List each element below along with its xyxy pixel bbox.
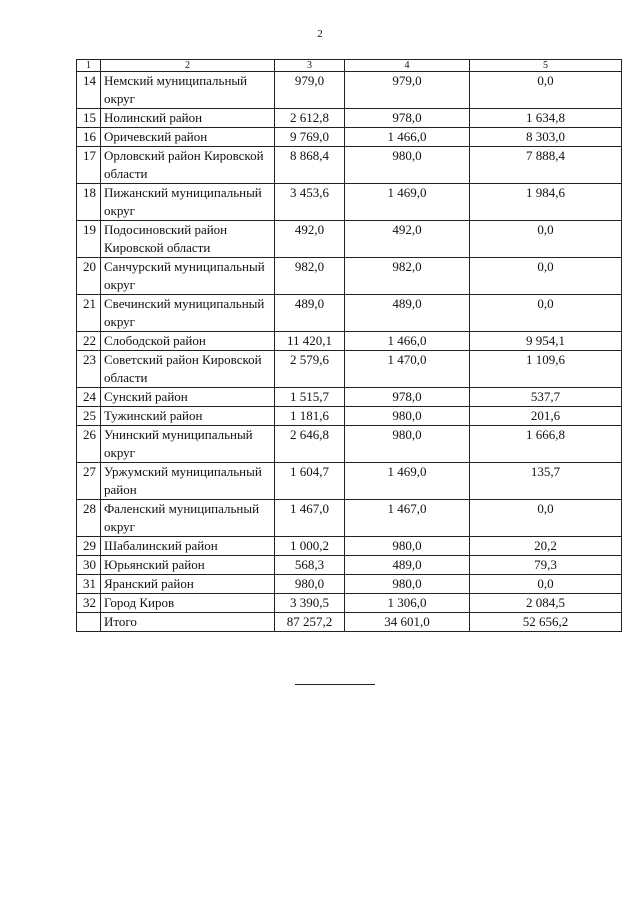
header-cell: 2: [101, 60, 275, 72]
row-number: 20: [77, 258, 101, 295]
header-cell: 3: [275, 60, 345, 72]
value-col4: 982,0: [345, 258, 470, 295]
header-cell: 4: [345, 60, 470, 72]
district-name: Фаленский муниципальный округ: [101, 500, 275, 537]
value-col4: 980,0: [345, 575, 470, 594]
value-col3: 492,0: [275, 221, 345, 258]
value-col4: 489,0: [345, 295, 470, 332]
value-col4: 980,0: [345, 407, 470, 426]
value-col3: 9 769,0: [275, 128, 345, 147]
value-col3: 979,0: [275, 72, 345, 109]
row-number: 25: [77, 407, 101, 426]
table-row: [77, 221, 622, 258]
value-col5: 7 888,4: [470, 147, 622, 184]
district-name: Свечинский муниципальный округ: [101, 295, 275, 332]
table-row: [77, 575, 622, 594]
total-row: [77, 613, 622, 632]
table-row: [77, 407, 622, 426]
value-col4: 1 467,0: [345, 500, 470, 537]
value-col5: 135,7: [470, 463, 622, 500]
value-col4: 1 470,0: [345, 351, 470, 388]
value-col3: 982,0: [275, 258, 345, 295]
value-col3: 980,0: [275, 575, 345, 594]
row-number: 22: [77, 332, 101, 351]
value-col3: 2 612,8: [275, 109, 345, 128]
value-col5: 20,2: [470, 537, 622, 556]
row-number: 29: [77, 537, 101, 556]
row-number: 23: [77, 351, 101, 388]
value-col4: 1 466,0: [345, 128, 470, 147]
value-col5: 0,0: [470, 72, 622, 109]
row-number: 17: [77, 147, 101, 184]
value-col5: 0,0: [470, 221, 622, 258]
district-name: Слободской район: [101, 332, 275, 351]
value-col5: 9 954,1: [470, 332, 622, 351]
row-number: 14: [77, 72, 101, 109]
table-row: [77, 109, 622, 128]
district-name: Тужинский район: [101, 407, 275, 426]
table-row: [77, 556, 622, 575]
value-col5: 52 656,2: [470, 613, 622, 632]
value-col3: 3 453,6: [275, 184, 345, 221]
table-row: [77, 500, 622, 537]
district-name: Санчурский муниципальный округ: [101, 258, 275, 295]
value-col4: 979,0: [345, 72, 470, 109]
row-number: 31: [77, 575, 101, 594]
value-col4: 980,0: [345, 147, 470, 184]
district-name: Юрьянский район: [101, 556, 275, 575]
value-col4: 492,0: [345, 221, 470, 258]
district-name: Шабалинский район: [101, 537, 275, 556]
row-number: 32: [77, 594, 101, 613]
district-name: Подосиновский район Кировской области: [101, 221, 275, 258]
row-number: 26: [77, 426, 101, 463]
row-number: 15: [77, 109, 101, 128]
district-name: Город Киров: [101, 594, 275, 613]
table-body: [77, 60, 622, 632]
value-col5: 1 984,6: [470, 184, 622, 221]
value-col3: 1 000,2: [275, 537, 345, 556]
value-col3: 11 420,1: [275, 332, 345, 351]
table-row: [77, 388, 622, 407]
value-col5: 8 303,0: [470, 128, 622, 147]
district-name: Орловский район Кировской области: [101, 147, 275, 184]
value-col4: 1 469,0: [345, 184, 470, 221]
district-name: Нолинский район: [101, 109, 275, 128]
value-col4: 1 469,0: [345, 463, 470, 500]
table-row: [77, 332, 622, 351]
row-number: 30: [77, 556, 101, 575]
district-name: Немский муниципальный округ: [101, 72, 275, 109]
row-number: 19: [77, 221, 101, 258]
value-col4: 489,0: [345, 556, 470, 575]
row-number: 18: [77, 184, 101, 221]
value-col5: 201,6: [470, 407, 622, 426]
row-number: 27: [77, 463, 101, 500]
district-name: Пижанский муниципальный округ: [101, 184, 275, 221]
header-cell: 5: [470, 60, 622, 72]
value-col3: 1 181,6: [275, 407, 345, 426]
table-row: [77, 258, 622, 295]
value-col3: 87 257,2: [275, 613, 345, 632]
data-table: [76, 59, 622, 632]
divider-line: [295, 684, 375, 685]
value-col5: 1 666,8: [470, 426, 622, 463]
district-name: Яранский район: [101, 575, 275, 594]
table-row: [77, 295, 622, 332]
row-number: 16: [77, 128, 101, 147]
value-col3: 2 646,8: [275, 426, 345, 463]
value-col5: 0,0: [470, 258, 622, 295]
table-row: [77, 72, 622, 109]
value-col5: 79,3: [470, 556, 622, 575]
value-col5: 1 634,8: [470, 109, 622, 128]
value-col4: 1 466,0: [345, 332, 470, 351]
district-name: Сунский район: [101, 388, 275, 407]
value-col5: 0,0: [470, 500, 622, 537]
value-col4: 980,0: [345, 537, 470, 556]
value-col5: 1 109,6: [470, 351, 622, 388]
row-number: [77, 613, 101, 632]
table-row: [77, 184, 622, 221]
page-number: 2: [317, 28, 323, 40]
table-row: [77, 147, 622, 184]
row-number: 21: [77, 295, 101, 332]
table-row: [77, 594, 622, 613]
value-col5: 537,7: [470, 388, 622, 407]
table-row: [77, 463, 622, 500]
table-row: [77, 537, 622, 556]
value-col5: 0,0: [470, 295, 622, 332]
value-col4: 34 601,0: [345, 613, 470, 632]
value-col4: 978,0: [345, 109, 470, 128]
district-name: Итого: [101, 613, 275, 632]
value-col3: 568,3: [275, 556, 345, 575]
header-cell: 1: [77, 60, 101, 72]
value-col3: 8 868,4: [275, 147, 345, 184]
value-col3: 489,0: [275, 295, 345, 332]
value-col3: 3 390,5: [275, 594, 345, 613]
value-col4: 1 306,0: [345, 594, 470, 613]
value-col5: 2 084,5: [470, 594, 622, 613]
value-col5: 0,0: [470, 575, 622, 594]
header-row: [77, 60, 622, 72]
value-col3: 1 467,0: [275, 500, 345, 537]
row-number: 28: [77, 500, 101, 537]
value-col3: 1 515,7: [275, 388, 345, 407]
district-name: Унинский муниципальный округ: [101, 426, 275, 463]
table-row: [77, 128, 622, 147]
table-row: [77, 426, 622, 463]
row-number: 24: [77, 388, 101, 407]
value-col4: 980,0: [345, 426, 470, 463]
table-row: [77, 351, 622, 388]
value-col3: 2 579,6: [275, 351, 345, 388]
value-col4: 978,0: [345, 388, 470, 407]
value-col3: 1 604,7: [275, 463, 345, 500]
district-name: Оричевский район: [101, 128, 275, 147]
district-name: Советский район Кировской области: [101, 351, 275, 388]
district-name: Уржумский муниципальный район: [101, 463, 275, 500]
